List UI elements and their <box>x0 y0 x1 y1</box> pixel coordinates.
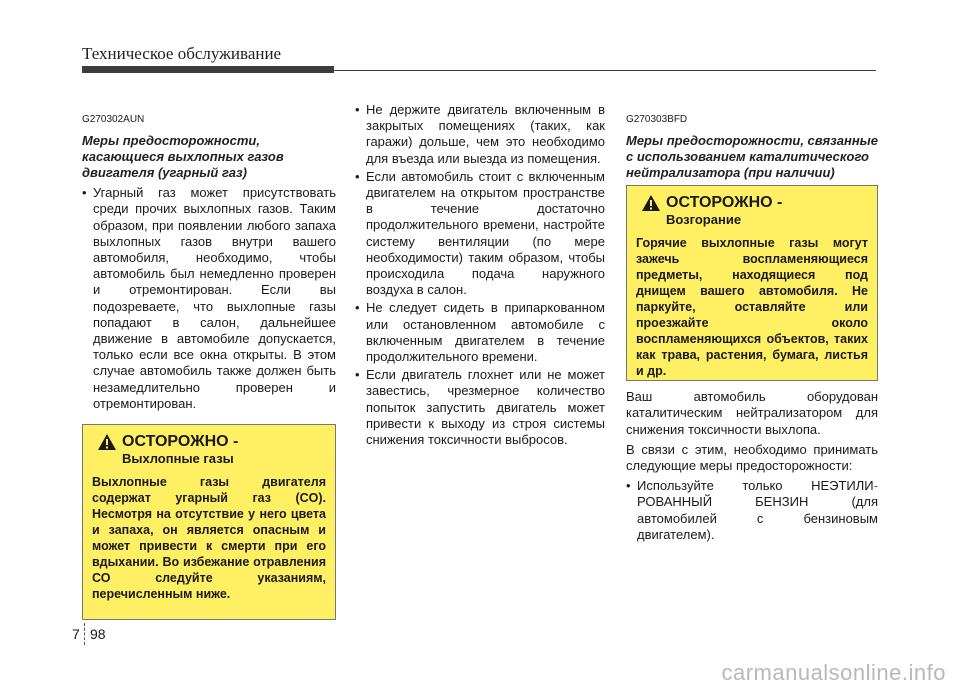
warning-header <box>92 433 326 467</box>
section-subtitle: Меры предосторожности, касающиеся выхлопных газов двигателя (угарный газ) <box>82 133 284 181</box>
list-item: • Не держите двигатель включенным в закрытых помещениях (таких, как гаражи) дольше, чем это необходимо для въезда или выезда из помещения. <box>355 102 605 167</box>
warning-box-exhaust <box>82 424 336 620</box>
list-item-text: Используйте только НЕЭТИЛИ <box>637 478 874 494</box>
warning-header <box>636 194 868 228</box>
page-number: 98 <box>90 626 106 642</box>
column-middle <box>355 102 605 450</box>
warning-body: Горячие выхлопные газы могут зажечь воспламеняющиеся предметы, находящиеся под днищем вашего автомобиля. Не паркуйте, оставляйте или проезжайте около воспламеняющихся объектов, таких как трава, растения, бумага, листья и др. <box>636 236 868 379</box>
header-rule-thin <box>334 70 876 71</box>
warning-title: ОСТОРОЖНО - <box>666 194 783 212</box>
warning-triangle-icon <box>641 194 661 212</box>
warning-subtitle: Выхлопные газы <box>122 451 234 466</box>
column-left <box>82 112 336 414</box>
paragraph: В связи с этим, необходимо принимать следующие меры предосторожности: <box>626 441 878 474</box>
list-item: • Угарный газ может присутствовать среди прочих выхлопных газов. Таким образом, при появлении любого запаха выхлопных газов внутри вашего автомобиля, необходимо, чтобы автомобиль был немедленно проверен и отремонтирован. Если вы подозреваете, что выхлопные газы попадают в салон, дальнейшее движение в автомобиле допускается, только если все окна открыты. В этом случае автомобиль также должен быть незамедлительно проверен и отремонтирован. <box>82 185 336 412</box>
list-item-text: РОВАННЫЙ БЕНЗИН (для автомобилей с бензиновым двигателем). <box>637 494 878 542</box>
paragraph: Ваш автомобиль оборудован каталитическим нейтрализатором для снижения токсичности выхлопа. <box>626 389 878 437</box>
section-subtitle: Меры предосторожности, связанные с использованием каталитического нейтрализатора (при наличии) <box>626 133 879 181</box>
section-code: G270302AUN <box>82 114 145 125</box>
warning-title: ОСТОРОЖНО - <box>122 433 239 450</box>
header-rule-thick <box>82 66 334 73</box>
list-item: • Если двигатель глохнет или не может завестись, чрезмерное количество попыток запустить двигатель может привести к выходу из строя системы снижения токсичности выбросов. <box>355 367 605 448</box>
footer-separator <box>84 623 85 645</box>
list-item <box>626 478 878 543</box>
column-right <box>626 112 878 545</box>
page-header-title: Техническое обслуживание <box>82 44 282 63</box>
warning-subtitle: Возгорание <box>666 212 742 228</box>
list-item: • Если автомобиль стоит с включенным двигателем на открытом пространстве в течение достаточно продолжительного времени, настройте систему вентиляции (по мере необходимости) таким образом, чтобы происходила подача наружного воздуха в салон. <box>355 169 605 299</box>
warning-triangle-icon <box>97 433 117 451</box>
list-item: • Не следует сидеть в припаркованном или остановленном автомобиле с включенным двигателем в течение продолжительного времени. <box>355 300 605 365</box>
watermark: carmanualsonline.info <box>721 660 946 685</box>
chapter-number: 7 <box>72 626 80 642</box>
hyphen-mark: - <box>873 478 878 494</box>
section-code: G270303BFD <box>626 114 688 125</box>
warning-box-fire <box>626 185 878 381</box>
warning-body: Выхлопные газы двигателя содержат угарный газ (CO). Несмотря на отсутствие у него цвета и запаха, он является опасным и может привести к смерти при его вдыхании. Во избежание отравления СО следуйте указаниям, перечисленным ниже. <box>92 475 326 601</box>
